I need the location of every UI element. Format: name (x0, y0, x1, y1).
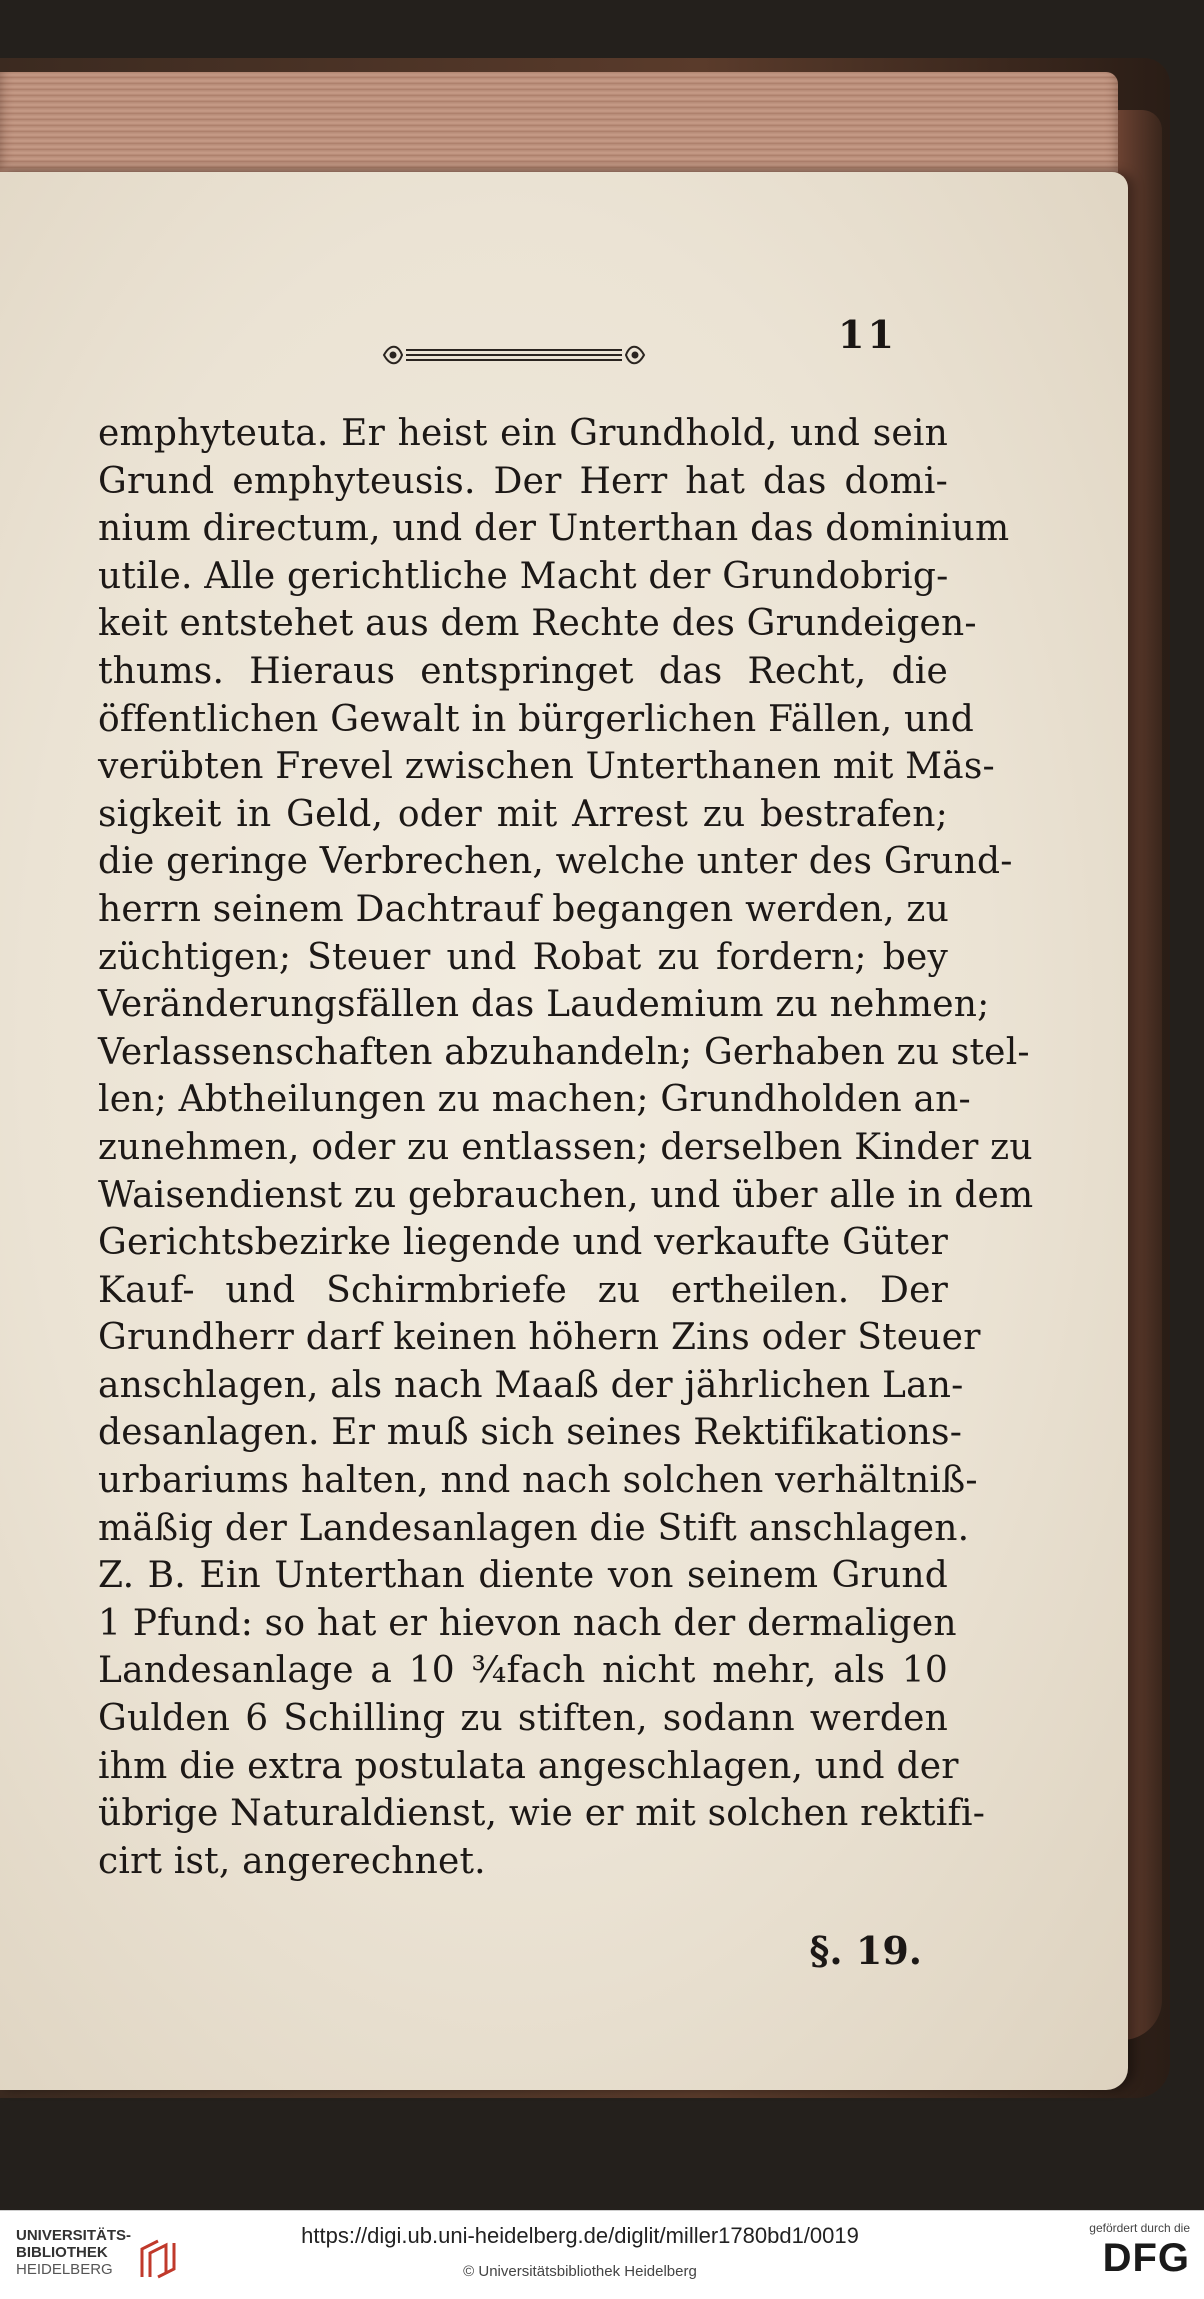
text-line: Waisendienst zu gebrauchen, und über alle in dem (98, 1174, 1034, 1216)
catchword: §. 19. (809, 1928, 922, 1973)
text-line: öffentlichen Gewalt in bürgerlichen Fällen, und (98, 698, 975, 740)
text-line: anschlagen, als nach Maaß der jährlichen Lan- (98, 1364, 964, 1406)
text-line: ihm die extra postulata angeschlagen, und der (98, 1745, 959, 1787)
text-line: nium directum, und der Unterthan das dominium (98, 508, 1010, 550)
library-name-line: HEIDELBERG (16, 2261, 113, 2278)
text-line: len; Abtheilungen zu machen; Grundholden an- (98, 1079, 971, 1121)
library-name-line: BIBLIOTHEK (16, 2244, 108, 2261)
text-line: emphyteuta. Er heist ein Grundhold, und sein (98, 413, 948, 454)
permalink-url[interactable]: https://digi.ub.uni-heidelberg.de/diglit/miller1780bd1/0019 (301, 2223, 859, 2248)
library-mark-icon (136, 2235, 180, 2283)
text-line: verübten Frevel zwischen Unterthanen mit Mäs- (98, 746, 995, 788)
text-line: urbariums halten, nnd nach solchen verhältniß- (98, 1460, 978, 1502)
text-line: keit entstehet aus dem Rechte des Grundeigen- (98, 603, 977, 645)
text-line: sigkeit in Geld, oder mit Arrest zu bestrafen; (98, 793, 948, 835)
text-line: mäßig der Landesanlagen die Stift anschlagen. (98, 1507, 970, 1549)
ornament-rule (376, 338, 652, 372)
text-line: Veränderungsfällen das Laudemium zu nehmen; (98, 984, 990, 1026)
library-name-line: UNIVERSITÄTS- (16, 2227, 132, 2244)
text-line: Kauf- und Schirmbriefe zu ertheilen. Der (98, 1269, 948, 1311)
text-line: Gulden 6 Schilling zu stiften, sodann werden (98, 1698, 948, 1740)
funder-block[interactable] (1060, 2221, 1190, 2291)
text-line: cirt ist, angerechnet. (98, 1840, 486, 1882)
viewer-footer (0, 2210, 1204, 2299)
text-line: Landesanlage a 10 ¾fach nicht mehr, als 10 (98, 1650, 948, 1692)
text-line: 1 Pfund: so hat er hievon nach der dermaligen (98, 1602, 957, 1644)
text-line: züchtigen; Steuer und Robat zu fordern; bey (98, 936, 948, 978)
text-line: zunehmen, oder zu entlassen; derselben Kinder zu (98, 1126, 1033, 1168)
page-stack-edge (0, 72, 1118, 180)
library-logo[interactable] (16, 2227, 176, 2287)
text-line: thums. Hieraus entspringet das Recht, die (98, 650, 948, 692)
text-line: Grundherr darf keinen höhern Zins oder Steuer (98, 1317, 981, 1359)
text-line: Verlassenschaften abzuhandeln; Gerhaben zu stel- (98, 1031, 1030, 1073)
dfg-logo: DFG (1102, 2236, 1190, 2280)
text-line: herrn seinem Dachtrauf begangen werden, zu (98, 888, 949, 930)
text-line: utile. Alle gerichtliche Macht der Grundobrig- (98, 555, 949, 597)
text-line: desanlagen. Er muß sich seines Rektifikations- (98, 1412, 963, 1454)
text-line: übrige Naturaldienst, wie er mit solchen rektifi- (98, 1793, 986, 1835)
text-line: Grund emphyteusis. Der Herr hat das domi- (98, 460, 948, 502)
body-text (98, 410, 1034, 1885)
copyright-text: © Universitätsbibliothek Heidelberg (463, 2263, 697, 2280)
text-line: Gerichtsbezirke liegende und verkaufte Güter (98, 1222, 948, 1264)
text-line: Z. B. Ein Unterthan diente von seinem Grund (98, 1555, 948, 1597)
funder-note: gefördert durch die (1089, 2221, 1190, 2235)
text-line: die geringe Verbrechen, welche unter des Grund- (98, 841, 1013, 883)
page-number: 11 (838, 312, 897, 357)
